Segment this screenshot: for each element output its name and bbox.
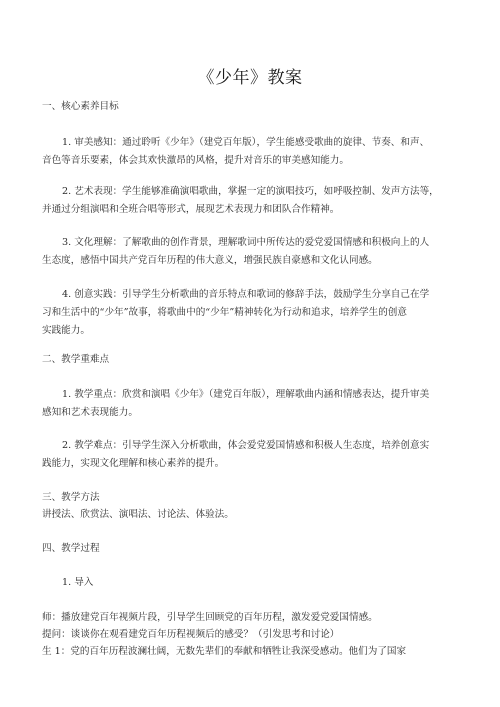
paragraph-art-line-2: 并通过分组演唱和全班合唱等形式，展现艺术表现力和团队合作精神。 bbox=[42, 204, 340, 215]
document-title: 《少年》教案 bbox=[197, 68, 303, 88]
paragraph-difficulty-line-1: 2. 教学难点：引导学生深入分析歌曲，体会爱党爱国情感和积极人生态度，培养创意实 bbox=[62, 440, 430, 451]
paragraph-key-line-2: 感知和艺术表现能力。 bbox=[42, 407, 138, 418]
paragraph-creative-line-2: 习和生活中的“少年”故事，将歌曲中的“少年”精神转化为行动和追求，培养学生的创意 bbox=[42, 307, 407, 318]
paragraph-difficulty-line-2: 践能力，实现文化理解和核心素养的提升。 bbox=[42, 458, 225, 469]
intro-line-question: 提问：谈谈你在观看建党百年历程视频后的感受？（引发思考和讨论） bbox=[42, 629, 340, 640]
section-heading-methods: 三、教学方法 bbox=[42, 492, 100, 503]
paragraph-aesthetic-line-2: 音色等音乐要素，体会其欢快激昂的风格，提升对音乐的审美感知能力。 bbox=[42, 155, 349, 166]
paragraph-creative-line-1: 4. 创意实践：引导学生分析歌曲的音乐特点和歌词的修辞手法，鼓励学生分享自己在学 bbox=[62, 289, 430, 300]
paragraph-culture-line-1: 3. 文化理解：了解歌曲的创作背景，理解歌词中所传达的爱党爱国情感和积极向上的人 bbox=[62, 237, 430, 248]
paragraph-creative-line-3: 实践能力。 bbox=[42, 325, 90, 336]
paragraph-culture-line-2: 生态度，感悟中国共产党百年历程的伟大意义，增强民族自豪感和文化认同感。 bbox=[42, 255, 378, 266]
methods-list: 讲授法、欣赏法、演唱法、讨论法、体验法。 bbox=[42, 509, 234, 520]
intro-line-teacher: 师：播放建党百年视频片段，引导学生回顾党的百年历程，激发爱党爱国情感。 bbox=[42, 612, 378, 623]
paragraph-key-line-1: 1. 教学重点：欣赏和演唱《少年》（建党百年版），理解歌曲内涵和情感表达，提升审美 bbox=[62, 389, 430, 400]
section-heading-process: 四、教学过程 bbox=[42, 543, 100, 554]
section-heading-objectives: 一、核心素养目标 bbox=[42, 101, 119, 112]
intro-line-student: 生 1：党的百年历程波澜壮阔，无数先辈们的奉献和牺牲让我深受感动。他们为了国家 bbox=[42, 646, 407, 657]
section-heading-key-points: 二、教学重难点 bbox=[42, 354, 110, 365]
paragraph-aesthetic-line-1: 1. 审美感知：通过聆听《少年》（建党百年版），学生能感受歌曲的旋律、节奏、和声、 bbox=[62, 137, 430, 148]
subheading-intro: 1. 导入 bbox=[62, 577, 94, 588]
paragraph-art-line-1: 2. 艺术表现：学生能够准确演唱歌曲，掌握一定的演唱技巧，如呼吸控制、发声方法等， bbox=[62, 186, 439, 197]
